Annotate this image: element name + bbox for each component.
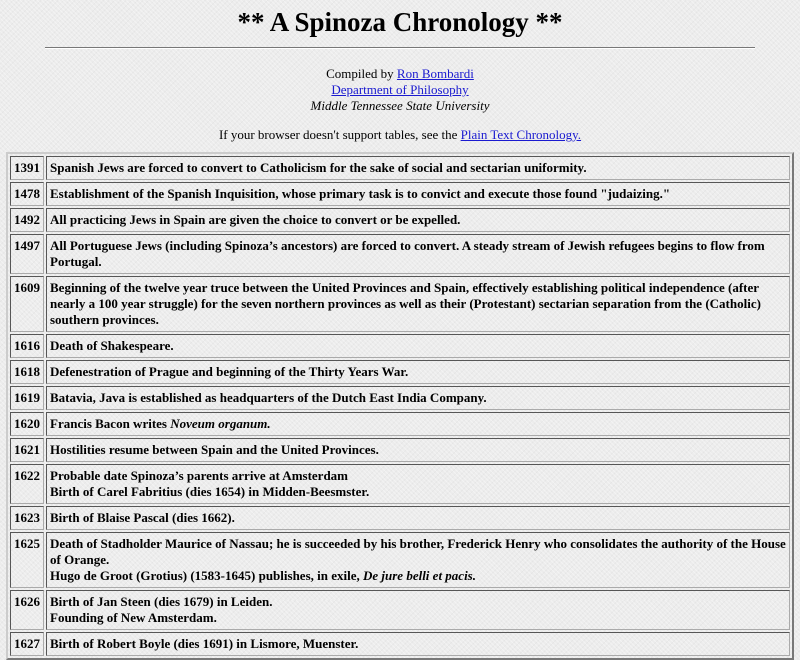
event-text: Francis Bacon writes — [50, 416, 171, 431]
year-cell: 1621 — [10, 438, 44, 462]
year-cell: 1616 — [10, 334, 44, 358]
chronology-table — [6, 152, 794, 660]
year-cell: 1609 — [10, 276, 44, 332]
plain-text-chronology-link[interactable]: Plain Text Chronology. — [460, 127, 582, 142]
event-cell — [46, 438, 790, 462]
event-text: Beginning of the twelve year truce between the United Provinces and Spain, effectively establishing political independence (after nearly a 100 year struggle) for the seven northern provinces as well as their (Protestant) sectarian separation from the (Catholic) southern provinces. — [50, 280, 761, 327]
table-row — [10, 412, 790, 436]
table-row — [10, 464, 790, 504]
table-row — [10, 156, 790, 180]
event-cell — [46, 412, 790, 436]
event-text: Birth of Carel Fabritius (dies 1654) in Midden-Beesmster. — [50, 484, 370, 499]
event-cell — [46, 182, 790, 206]
university-name: Middle Tennessee State University — [310, 98, 490, 113]
event-cell — [46, 360, 790, 384]
page-title: ** A Spinoza Chronology ** — [237, 7, 563, 37]
table-row — [10, 532, 790, 588]
event-cell — [46, 234, 790, 274]
event-cell — [46, 156, 790, 180]
event-cell — [46, 506, 790, 530]
event-cell — [46, 464, 790, 504]
year-cell: 1619 — [10, 386, 44, 410]
table-row — [10, 632, 790, 656]
year-cell: 1623 — [10, 506, 44, 530]
event-text: All practicing Jews in Spain are given the choice to convert or be expelled. — [50, 212, 461, 227]
year-cell: 1626 — [10, 590, 44, 630]
year-cell: 1492 — [10, 208, 44, 232]
table-row — [10, 506, 790, 530]
table-row — [10, 334, 790, 358]
tables-note — [0, 127, 800, 143]
credits — [0, 66, 800, 114]
event-text: Death of Shakespeare. — [50, 338, 174, 353]
event-cell — [46, 276, 790, 332]
table-row — [10, 360, 790, 384]
event-cell — [46, 590, 790, 630]
year-cell: 1497 — [10, 234, 44, 274]
event-cell — [46, 632, 790, 656]
event-text: Birth of Jan Steen (dies 1679) in Leiden. — [50, 594, 273, 609]
year-cell: 1622 — [10, 464, 44, 504]
event-cell — [46, 208, 790, 232]
work-title: Noveum organum. — [170, 416, 271, 431]
department-link[interactable]: Department of Philosophy — [331, 82, 469, 97]
event-text: Batavia, Java is established as headquarters of the Dutch East India Company. — [50, 390, 487, 405]
event-cell — [46, 334, 790, 358]
event-text: Defenestration of Prague and beginning of the Thirty Years War. — [50, 364, 409, 379]
table-row — [10, 276, 790, 332]
event-text: Probable date Spinoza’s parents arrive at Amsterdam — [50, 468, 349, 483]
event-text: Death of Stadholder Maurice of Nassau; he is succeeded by his brother, Frederick Henry who consolidates the authority of the House of Orange. — [50, 536, 786, 567]
event-cell — [46, 532, 790, 588]
divider — [45, 47, 755, 49]
event-text: Hugo de Groot (Grotius) (1583-1645) publishes, in exile, — [50, 568, 363, 583]
year-cell: 1478 — [10, 182, 44, 206]
table-row — [10, 590, 790, 630]
event-text: Birth of Blaise Pascal (dies 1662). — [50, 510, 235, 525]
event-text: Establishment of the Spanish Inquisition, whose primary task is to convict and execute those found "judaizing." — [50, 186, 671, 201]
table-row — [10, 208, 790, 232]
event-text: All Portuguese Jews (including Spinoza’s ancestors) are forced to convert. A steady stream of Jewish refugees begins to flow from Portugal. — [50, 238, 765, 269]
year-cell: 1391 — [10, 156, 44, 180]
table-row — [10, 182, 790, 206]
table-row — [10, 234, 790, 274]
table-row — [10, 386, 790, 410]
year-cell: 1627 — [10, 632, 44, 656]
event-text: Birth of Robert Boyle (dies 1691) in Lismore, Muenster. — [50, 636, 359, 651]
note-text: If your browser doesn't support tables, see the — [218, 127, 458, 142]
year-cell: 1618 — [10, 360, 44, 384]
event-text: Founding of New Amsterdam. — [50, 610, 217, 625]
event-text: Spanish Jews are forced to convert to Catholicism for the sake of social and sectarian uniformity. — [50, 160, 587, 175]
event-cell — [46, 386, 790, 410]
year-cell: 1625 — [10, 532, 44, 588]
compiled-by-label: Compiled by — [326, 66, 394, 81]
author-link[interactable]: Ron Bombardi — [396, 66, 474, 81]
event-text: Hostilities resume between Spain and the United Provinces. — [50, 442, 379, 457]
year-cell: 1620 — [10, 412, 44, 436]
table-row — [10, 438, 790, 462]
work-title: De jure belli et pacis. — [362, 568, 476, 583]
